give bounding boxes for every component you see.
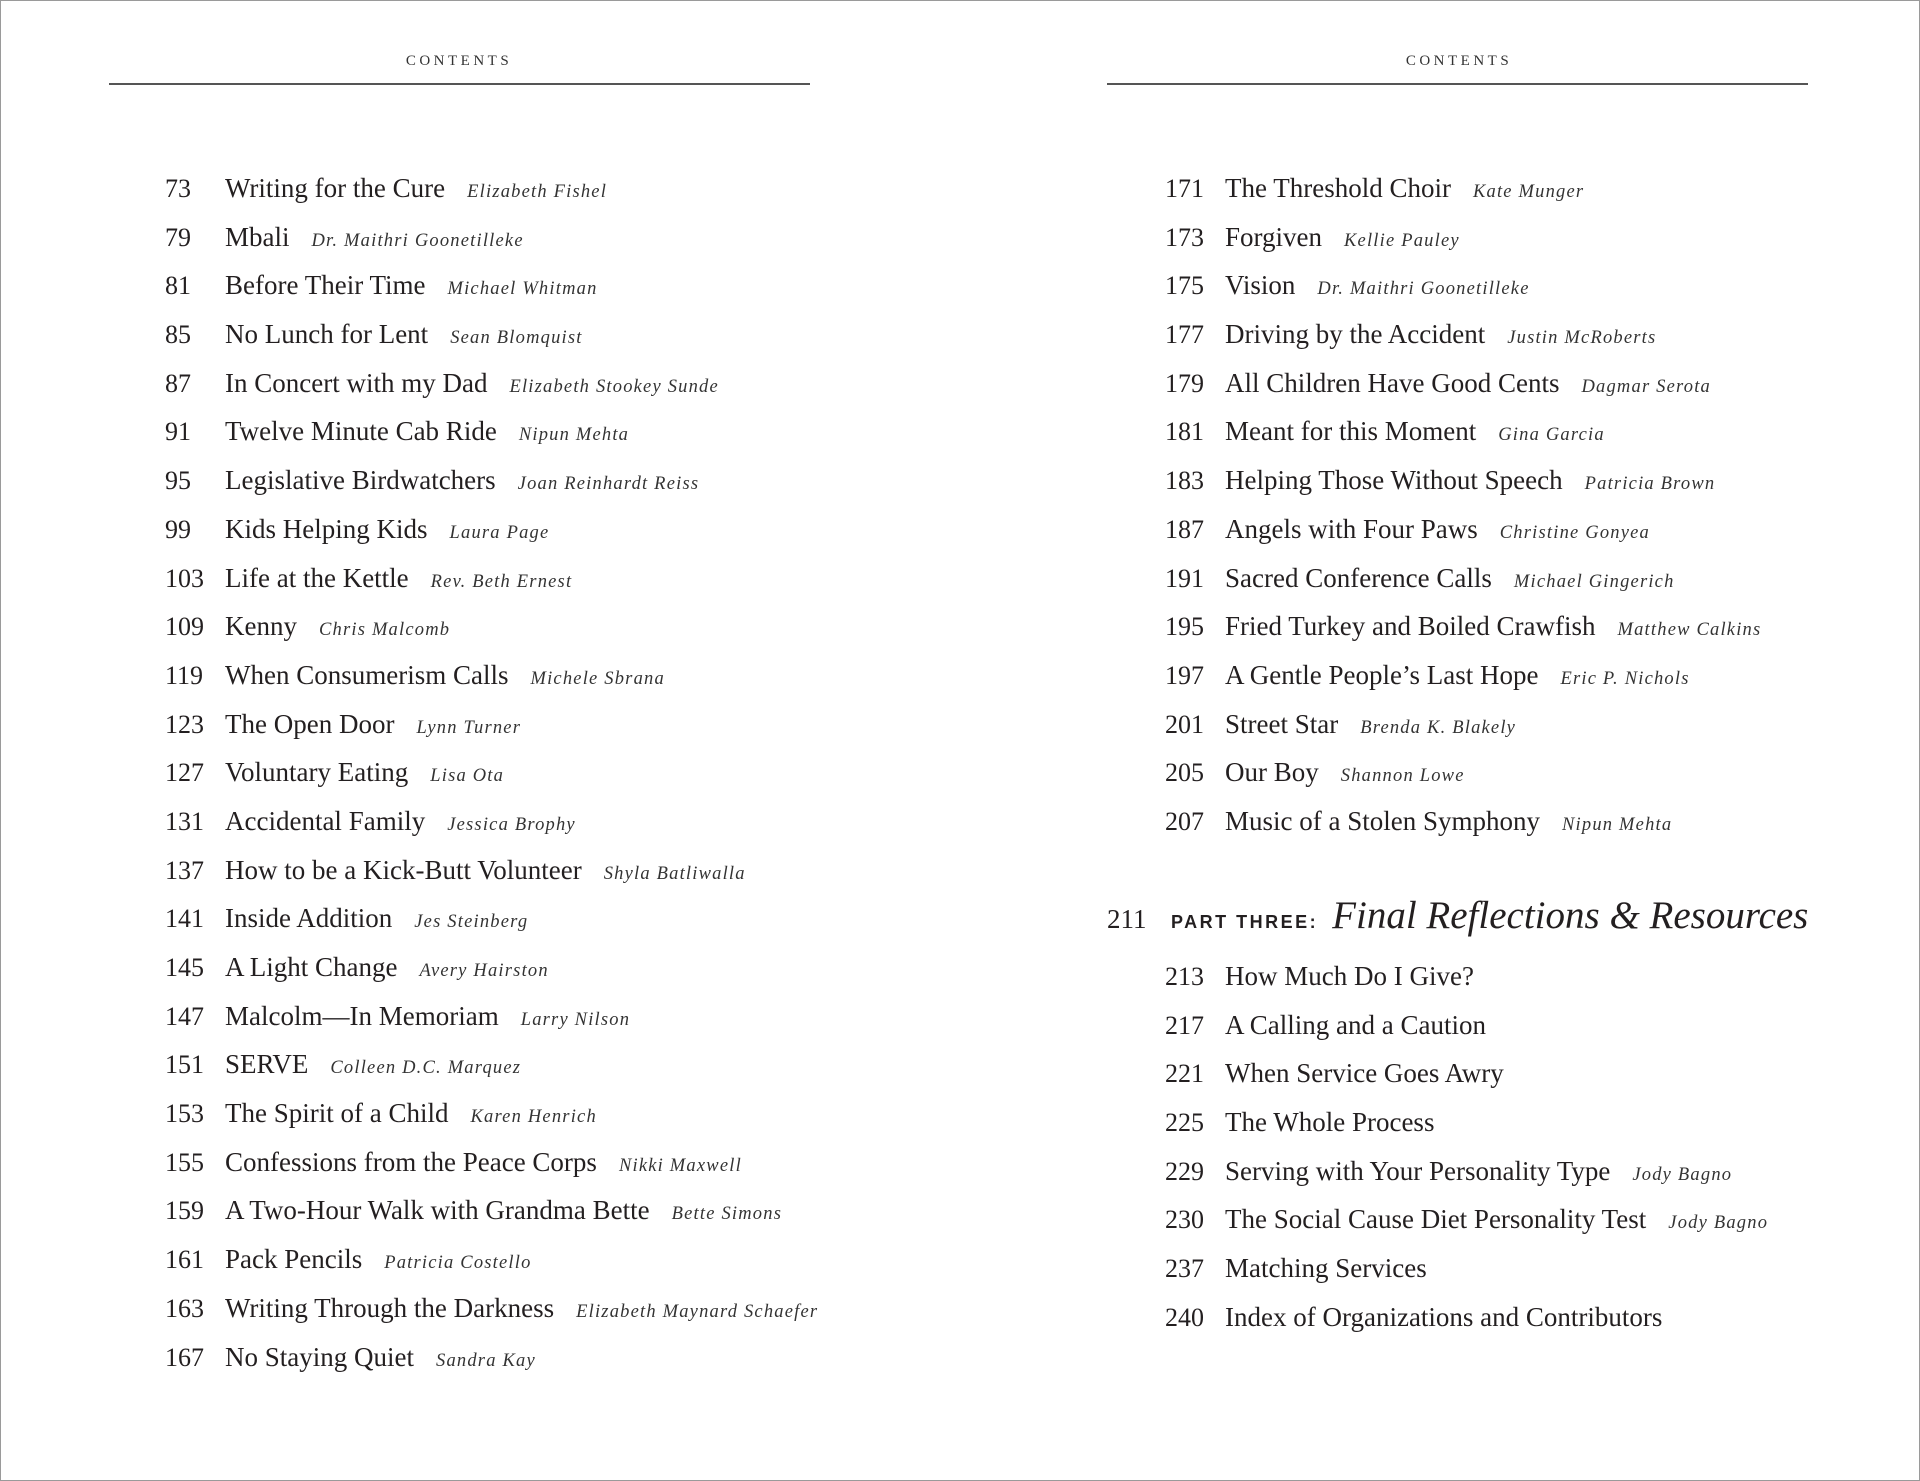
toc-author: Patricia Brown [1584, 474, 1716, 495]
toc-entry [1165, 611, 1761, 660]
toc-title: Serving with Your Personality Type [1225, 1155, 1611, 1186]
toc-entry [165, 611, 818, 660]
toc-title: When Consumerism Calls [225, 659, 509, 690]
toc-author: Elizabeth Stookey Sunde [509, 376, 719, 397]
toc-entry [165, 952, 818, 1001]
toc-author: Nipun Mehta [518, 425, 630, 446]
toc-author: Sandra Kay [436, 1350, 536, 1371]
toc-entry [1165, 319, 1761, 368]
toc-title: Fried Turkey and Boiled Crawfish [1225, 611, 1596, 642]
toc-title: How Much Do I Give? [1225, 961, 1474, 991]
toc-title: The Social Cause Diet Personality Test [1225, 1204, 1647, 1235]
toc-author: Michael Gingerich [1513, 571, 1675, 592]
toc-title: A Gentle People’s Last Hope [1225, 659, 1539, 690]
toc-entry [165, 270, 818, 319]
toc-entry [1165, 368, 1761, 417]
toc-entry [1165, 173, 1761, 222]
toc-author: Patricia Costello [384, 1253, 532, 1274]
toc-title: The Threshold Choir [1225, 173, 1451, 203]
toc-page-number: 161 [165, 1245, 204, 1275]
toc-entry [165, 855, 818, 904]
toc-entry [165, 1001, 818, 1050]
toc-page-number: 217 [1165, 1010, 1204, 1040]
toc-title: Street Star [1225, 708, 1339, 739]
toc-author: Lisa Ota [430, 766, 505, 787]
toc-title: A Two-Hour Walk with Grandma Bette [225, 1195, 650, 1226]
toc-title: No Lunch for Lent [225, 319, 429, 350]
running-head: CONTENTS [1405, 53, 1513, 69]
part-heading [1107, 893, 1808, 938]
toc-title: In Concert with my Dad [225, 367, 488, 398]
toc-entry [165, 903, 818, 952]
toc-entry [165, 563, 818, 612]
toc-entry [1165, 416, 1761, 465]
toc-title: Driving by the Accident [1225, 319, 1486, 350]
toc-entry [165, 1049, 818, 1098]
toc-page-number: 177 [1165, 320, 1204, 350]
toc-author: Lynn Turner [416, 717, 522, 738]
toc-title: A Calling and a Caution [1225, 1009, 1486, 1040]
toc-author: Brenda K. Blakely [1360, 717, 1517, 738]
toc-title: A Light Change [225, 952, 398, 982]
toc-list [165, 173, 818, 1390]
toc-title: No Staying Quiet [225, 1341, 414, 1372]
part-title: Final Reflections & Resources [1332, 894, 1809, 937]
toc-entry [1165, 514, 1761, 563]
toc-author: Michael Whitman [447, 279, 598, 300]
toc-page-number: 183 [1165, 466, 1204, 496]
toc-author: Karen Henrich [470, 1107, 597, 1128]
toc-page-number: 187 [1165, 514, 1204, 544]
toc-author: Bette Simons [671, 1204, 783, 1225]
toc-page-number: 141 [165, 904, 204, 934]
toc-page-number: 99 [165, 514, 191, 544]
toc-title: Forgiven [1225, 221, 1323, 252]
toc-entry [165, 1293, 818, 1342]
toc-page-number: 240 [1165, 1302, 1204, 1332]
toc-entry [165, 660, 818, 709]
right-page [959, 1, 1919, 1480]
toc-page-number: 155 [165, 1147, 204, 1177]
toc-title: Helping Those Without Speech [1225, 465, 1563, 496]
toc-page-number: 119 [165, 660, 204, 690]
toc-title: How to be a Kick-Butt Volunteer [225, 854, 582, 885]
toc-title: Angels with Four Paws [1225, 513, 1478, 544]
toc-title: Pack Pencils [225, 1244, 363, 1275]
toc-page-number: 123 [165, 709, 204, 739]
toc-page-number: 85 [165, 320, 191, 350]
toc-title: Twelve Minute Cab Ride [225, 416, 497, 447]
toc-title: Voluntary Eating [225, 757, 409, 788]
toc-page-number: 131 [165, 806, 204, 836]
toc-entry [1165, 757, 1761, 806]
toc-page-number: 173 [1165, 222, 1204, 252]
toc-page-number: 237 [1165, 1254, 1204, 1284]
running-head: CONTENTS [405, 53, 513, 69]
toc-entry [165, 806, 818, 855]
toc-title: Matching Services [1225, 1253, 1427, 1284]
toc-page-number: 163 [165, 1293, 204, 1323]
toc-title: Accidental Family [225, 805, 426, 836]
toc-author: Shyla Batliwalla [603, 863, 746, 884]
toc-title: Vision [1225, 270, 1296, 301]
part-page-number: 211 [1107, 904, 1147, 934]
toc-page-number: 171 [1165, 174, 1204, 203]
toc-author: Elizabeth Fishel [467, 182, 608, 202]
toc-title: Inside Addition [225, 903, 393, 934]
toc-author: Shannon Lowe [1340, 766, 1465, 787]
toc-page-number: 225 [1165, 1108, 1204, 1138]
toc-title: Legislative Birdwatchers [225, 465, 496, 496]
toc-author: Elizabeth Maynard Schaefer [576, 1301, 819, 1322]
toc-entry [1165, 806, 1761, 855]
toc-page-number: 197 [1165, 660, 1204, 690]
toc-page-number: 103 [165, 563, 204, 593]
toc-title: Writing for the Cure [225, 173, 446, 203]
toc-page-number: 207 [1165, 806, 1204, 836]
toc-entry [165, 416, 818, 465]
toc-page-number: 195 [1165, 612, 1204, 642]
toc-page-number: 87 [165, 368, 191, 398]
toc-title: Kids Helping Kids [225, 513, 428, 544]
toc-entry [165, 1342, 818, 1391]
toc-author: Dr. Maithri Goonetilleke [311, 230, 524, 251]
toc-title: Before Their Time [225, 270, 426, 301]
toc-author: Rev. Beth Ernest [430, 571, 573, 592]
toc-entry [1165, 1156, 1768, 1205]
part-label: PART THREE: [1171, 912, 1319, 932]
toc-page-number: 153 [165, 1099, 204, 1129]
toc-page-number: 201 [1165, 709, 1204, 739]
toc-page-number: 175 [1165, 271, 1204, 301]
toc-author: Colleen D.C. Marquez [330, 1058, 522, 1079]
left-page [1, 1, 961, 1480]
toc-title: All Children Have Good Cents [1225, 367, 1560, 398]
toc-entry [165, 465, 818, 514]
toc-entry [1165, 1107, 1768, 1156]
toc-author: Sean Blomquist [450, 328, 583, 349]
part-toc-list [1165, 961, 1768, 1351]
toc-author: Nikki Maxwell [618, 1155, 742, 1176]
toc-entry [165, 1098, 818, 1147]
toc-author: Kellie Pauley [1344, 230, 1460, 251]
toc-page-number: 181 [1165, 417, 1204, 447]
toc-page-number: 79 [165, 222, 191, 252]
toc-entry [1165, 465, 1761, 514]
toc-list [1165, 173, 1761, 855]
toc-title: Mbali [225, 221, 290, 252]
toc-author: Jes Steinberg [414, 912, 529, 933]
toc-page-number: 159 [165, 1196, 204, 1226]
toc-entry [165, 1244, 818, 1293]
toc-page-number: 229 [1165, 1156, 1204, 1186]
toc-author: Matthew Calkins [1617, 620, 1762, 641]
toc-page-number: 191 [1165, 563, 1204, 593]
toc-author: Gina Garcia [1498, 425, 1605, 446]
toc-entry [1165, 961, 1768, 1010]
toc-page-number: 73 [165, 174, 191, 203]
toc-title: Writing Through the Darkness [225, 1292, 555, 1323]
toc-page-number: 213 [1165, 962, 1204, 991]
toc-page-number: 179 [1165, 368, 1204, 398]
toc-page-number: 91 [165, 417, 191, 447]
toc-title: Meant for this Moment [1225, 416, 1477, 447]
toc-title: Sacred Conference Calls [1225, 562, 1492, 593]
toc-page-number: 167 [165, 1342, 204, 1372]
toc-entry [1165, 222, 1761, 271]
toc-title: Index of Organizations and Contributors [1225, 1301, 1663, 1332]
header-rule [109, 83, 810, 85]
toc-entry [1165, 563, 1761, 612]
toc-title: Music of a Stolen Symphony [1225, 805, 1540, 836]
toc-title: SERVE [225, 1049, 309, 1080]
toc-author: Laura Page [449, 522, 550, 543]
toc-page-number: 230 [1165, 1205, 1204, 1235]
toc-title: When Service Goes Awry [1225, 1058, 1504, 1089]
toc-entry [1165, 1253, 1768, 1302]
toc-page-number: 81 [165, 271, 191, 301]
toc-author: Avery Hairston [419, 961, 549, 981]
toc-author: Michele Sbrana [530, 668, 665, 689]
toc-page-number: 137 [165, 855, 204, 885]
toc-entry [165, 319, 818, 368]
toc-entry [165, 1147, 818, 1196]
toc-page-number: 109 [165, 612, 204, 642]
toc-page-number: 151 [165, 1050, 204, 1080]
toc-entry [165, 1195, 818, 1244]
toc-title: Confessions from the Peace Corps [225, 1146, 597, 1177]
toc-page-number: 127 [165, 758, 204, 788]
toc-entry [1165, 1204, 1768, 1253]
toc-entry [165, 173, 818, 222]
toc-page-number: 95 [165, 466, 191, 496]
toc-entry [1165, 709, 1761, 758]
toc-entry [1165, 1010, 1768, 1059]
toc-entry [1165, 1302, 1768, 1351]
toc-author: Justin McRoberts [1507, 328, 1657, 349]
toc-title: Our Boy [1225, 757, 1319, 788]
toc-entry [165, 514, 818, 563]
toc-author: Christine Gonyea [1499, 522, 1650, 543]
toc-entry [165, 757, 818, 806]
toc-author: Kate Munger [1472, 182, 1585, 202]
toc-page-number: 205 [1165, 758, 1204, 788]
toc-entry [1165, 1058, 1768, 1107]
toc-entry [1165, 660, 1761, 709]
toc-page-number: 221 [1165, 1059, 1204, 1089]
toc-author: Eric P. Nichols [1560, 668, 1690, 689]
toc-title: Life at the Kettle [225, 562, 409, 593]
toc-entry [165, 709, 818, 758]
toc-author: Larry Nilson [520, 1009, 631, 1030]
toc-title: The Open Door [225, 708, 395, 739]
toc-author: Dr. Maithri Goonetilleke [1317, 279, 1530, 300]
toc-author: Jody Bagno [1668, 1213, 1769, 1234]
toc-title: The Spirit of a Child [225, 1098, 449, 1129]
toc-author: Chris Malcomb [318, 620, 451, 641]
toc-page-number: 147 [165, 1001, 204, 1031]
toc-page-number: 145 [165, 953, 204, 982]
toc-title: Kenny [225, 611, 297, 642]
toc-author: Joan Reinhardt Reiss [517, 474, 700, 495]
toc-entry [165, 368, 818, 417]
toc-entry [1165, 270, 1761, 319]
toc-title: The Whole Process [1225, 1107, 1435, 1138]
toc-author: Jessica Brophy [447, 814, 576, 835]
toc-author: Jody Bagno [1632, 1164, 1733, 1185]
toc-entry [165, 222, 818, 271]
header-rule [1107, 83, 1808, 85]
toc-title: Malcolm—In Memoriam [225, 1000, 499, 1031]
toc-author: Nipun Mehta [1562, 814, 1673, 835]
toc-author: Dagmar Serota [1581, 376, 1711, 397]
